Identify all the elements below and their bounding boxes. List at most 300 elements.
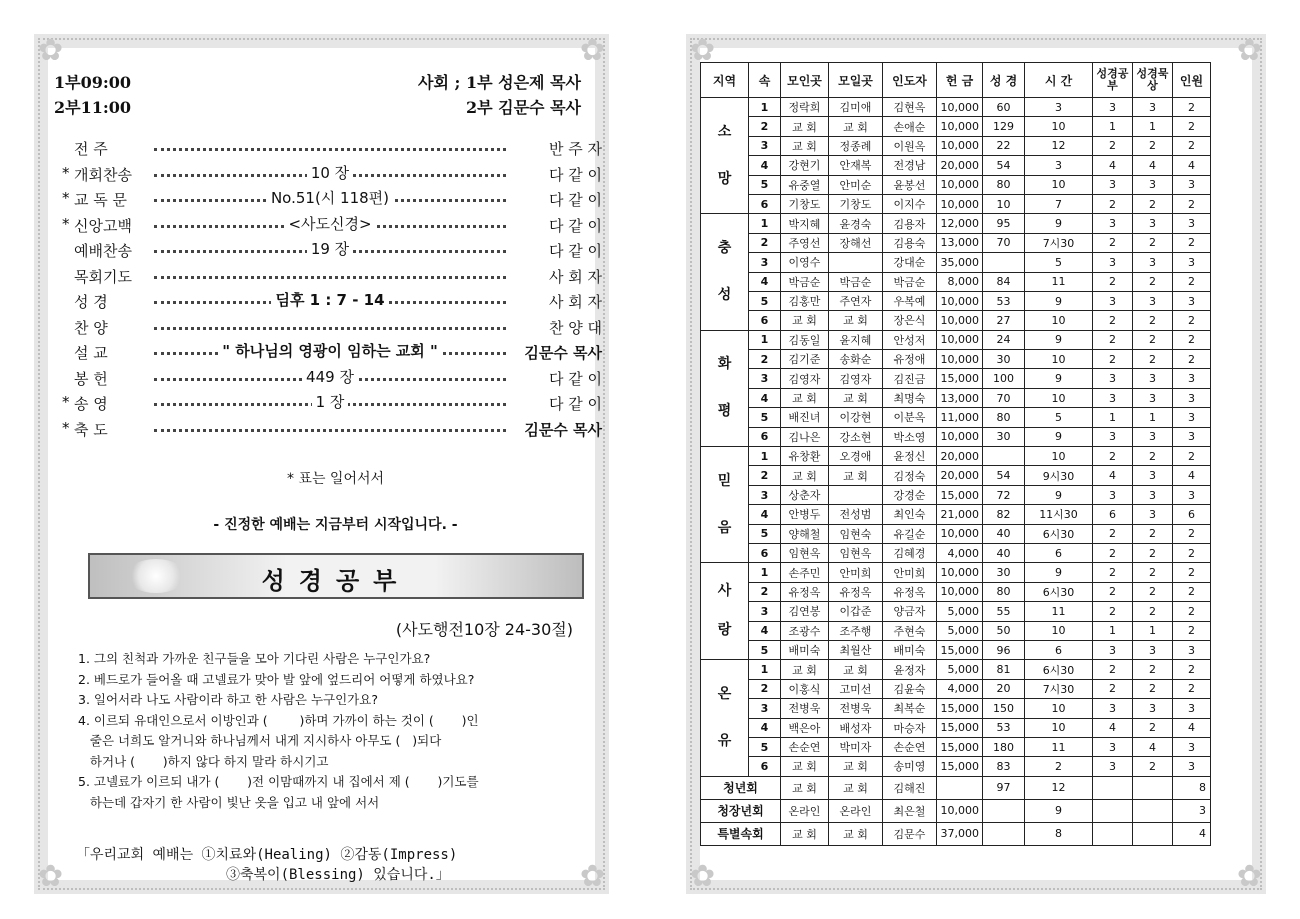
motto-line-2: ③축복이(Blessing) 있습니다.」 (226, 867, 450, 883)
table-cell: 박금순 (781, 272, 829, 291)
table-cell: 15,000 (937, 737, 983, 756)
table-cell: 청년회 (701, 776, 781, 799)
table-cell: 9 (1025, 563, 1093, 582)
table-cell: 6 (749, 427, 781, 446)
table-cell: 2 (1173, 117, 1211, 136)
table-cell: 2 (1133, 233, 1173, 252)
table-cell: 안병두 (781, 505, 829, 524)
table-cell: 2 (749, 466, 781, 485)
table-row (701, 679, 1211, 698)
table-cell: 3 (1133, 427, 1173, 446)
table-cell: 교 회 (829, 466, 883, 485)
table-cell: 5 (749, 640, 781, 659)
order-leader: 다 같 이 (548, 165, 602, 184)
table-cell: 5 (749, 737, 781, 756)
table-cell: 2 (1173, 330, 1211, 349)
table-cell: 김영자 (829, 369, 883, 388)
table-cell: 안재복 (829, 156, 883, 175)
table-cell: 3 (1173, 175, 1211, 194)
flower-corner-icon: ✿ (690, 859, 716, 894)
table-row (701, 117, 1211, 136)
table-cell: 15,000 (937, 757, 983, 776)
table-cell: 60 (983, 98, 1025, 117)
table-cell: 4 (1173, 156, 1211, 175)
table-cell: 3 (1133, 699, 1173, 718)
flower-corner-icon: ✿ (579, 859, 605, 894)
table-cell: 180 (983, 737, 1025, 756)
table-cell: 3 (1173, 485, 1211, 504)
table-cell: 3 (749, 136, 781, 155)
table-cell: 3 (749, 369, 781, 388)
table-cell: 11시30 (1025, 505, 1093, 524)
table-cell: 이원옥 (883, 136, 937, 155)
table-cell: 1 (1093, 408, 1133, 427)
table-cell: 80 (983, 582, 1025, 601)
table-row (701, 175, 1211, 194)
table-cell: 6시30 (1025, 524, 1093, 543)
table-cell: 유정옥 (781, 582, 829, 601)
table-cell: 오경애 (829, 447, 883, 466)
table-cell: 3 (1173, 291, 1211, 310)
stand-mark: * (62, 393, 70, 411)
table-row (701, 369, 1211, 388)
table-cell: 4 (1173, 822, 1211, 845)
table-cell: 교 회 (829, 311, 883, 330)
table-cell: 김미애 (829, 98, 883, 117)
table-cell: 2 (749, 679, 781, 698)
table-cell: 3 (1133, 175, 1173, 194)
table-cell: 35,000 (937, 253, 983, 272)
table-cell: 주영선 (781, 233, 829, 252)
order-row (62, 340, 602, 364)
bulletin-right-page (686, 34, 1266, 894)
table-cell: 55 (983, 602, 1025, 621)
table-cell: 4 (749, 621, 781, 640)
table-cell: 교 회 (781, 757, 829, 776)
table-cell: 15,000 (937, 485, 983, 504)
order-row (62, 264, 602, 288)
table-cell: 15,000 (937, 640, 983, 659)
table-cell: 6 (749, 757, 781, 776)
question-line: 하는데 갑자기 한 사람이 빛난 옷을 입고 내 앞에 서서 (78, 794, 380, 810)
table-cell: 1 (1133, 621, 1173, 640)
table-cell: 안미순 (829, 175, 883, 194)
order-detail (154, 289, 506, 310)
region-name-text: 사랑 (717, 583, 732, 639)
table-row (701, 388, 1211, 407)
region-name-text: 충성 (717, 240, 732, 304)
table-cell: 2 (1173, 582, 1211, 601)
table-cell: 129 (983, 117, 1025, 136)
order-row (62, 213, 602, 237)
table-cell: 4 (749, 388, 781, 407)
host-2: 2부 김문수 목사 (465, 98, 581, 117)
table-row (701, 233, 1211, 252)
table-cell: 교 회 (829, 822, 883, 845)
table-cell: 15,000 (937, 718, 983, 737)
table-cell: 10 (1025, 350, 1093, 369)
table-cell: 13,000 (937, 233, 983, 252)
table-row (701, 621, 1211, 640)
table-cell: 27 (983, 311, 1025, 330)
order-leader: 다 같 이 (548, 191, 602, 209)
table-cell: 2 (1025, 757, 1093, 776)
table-cell: 청장년회 (701, 799, 781, 822)
table-cell: 10,000 (937, 311, 983, 330)
table-cell: 10,000 (937, 291, 983, 310)
column-header: 모일곳 (829, 63, 883, 98)
table-cell: 2 (1133, 194, 1173, 213)
table-cell: 10,000 (937, 524, 983, 543)
table-cell: 3 (1133, 466, 1173, 485)
table-cell: 4 (1133, 156, 1173, 175)
table-cell: 70 (983, 233, 1025, 252)
table-cell: 11,000 (937, 408, 983, 427)
table-cell: 교 회 (781, 311, 829, 330)
table-cell: 97 (983, 776, 1025, 799)
table-cell: 15,000 (937, 369, 983, 388)
table-cell: 5 (1025, 408, 1093, 427)
table-cell: 배미숙 (883, 640, 937, 659)
table-cell: 최인숙 (883, 505, 937, 524)
table-cell: 4 (1093, 466, 1133, 485)
table-cell: 조광수 (781, 621, 829, 640)
table-cell: 1 (749, 214, 781, 233)
table-cell: 9 (1025, 427, 1093, 446)
order-row (62, 162, 602, 186)
table-row (701, 291, 1211, 310)
table-cell: 송미영 (883, 757, 937, 776)
table-cell: 전병욱 (781, 699, 829, 718)
table-row (701, 563, 1211, 582)
church-motto (76, 844, 596, 884)
column-header: 성 경 (983, 63, 1025, 98)
table-cell: 2 (1173, 98, 1211, 117)
table-cell: 3 (1173, 737, 1211, 756)
leader-dots (154, 142, 506, 151)
table-cell: 11 (1025, 737, 1093, 756)
table-cell: 5,000 (937, 621, 983, 640)
order-row (62, 417, 602, 441)
table-cell: 4,000 (937, 679, 983, 698)
table-cell: 4 (1173, 718, 1211, 737)
table-cell (829, 253, 883, 272)
table-cell: 교 회 (829, 660, 883, 679)
table-row (701, 447, 1211, 466)
table-cell: 교 회 (781, 136, 829, 155)
table-cell: 10 (1025, 447, 1093, 466)
table-cell: 5 (749, 408, 781, 427)
order-leader: 사 회 자 (548, 293, 602, 311)
table-cell: 12 (1025, 136, 1093, 155)
column-header: 지역 (701, 63, 749, 98)
order-detail-text: 449 장 (302, 368, 358, 386)
order-label: 전 주 (74, 140, 108, 158)
table-row (701, 214, 1211, 233)
table-cell: 4 (749, 272, 781, 291)
question-line: 2. 베드로가 들어올 때 고넬료가 맞아 발 앞에 엎드리어 어떻게 하였나요? (78, 671, 475, 687)
table-cell: 3 (749, 485, 781, 504)
table-cell: 10,000 (937, 799, 983, 822)
table-cell: 10 (1025, 718, 1093, 737)
table-cell: 장은식 (883, 311, 937, 330)
table-cell: 김진금 (883, 369, 937, 388)
table-header (701, 63, 1211, 98)
table-cell: 10,000 (937, 427, 983, 446)
order-row (62, 187, 602, 211)
table-cell: 2 (1093, 350, 1133, 369)
table-cell: 1 (1133, 408, 1173, 427)
table-cell: 3 (1133, 214, 1173, 233)
table-row (701, 582, 1211, 601)
table-cell: 3 (1093, 640, 1133, 659)
table-cell: 2 (1133, 330, 1173, 349)
order-row (62, 391, 602, 415)
table-cell: 김문수 (883, 822, 937, 845)
table-cell: 7시30 (1025, 233, 1093, 252)
table-cell: 9 (1025, 485, 1093, 504)
table-cell: 김나은 (781, 427, 829, 446)
order-label: 봉 헌 (74, 369, 108, 388)
table-cell: 4 (749, 505, 781, 524)
table-cell: 교 회 (781, 776, 829, 799)
table-cell: 22 (983, 136, 1025, 155)
order-label: 찬 양 (74, 318, 108, 337)
table-cell: 3 (1173, 427, 1211, 446)
table-cell: 96 (983, 640, 1025, 659)
table-cell: 교 회 (781, 822, 829, 845)
table-cell: 10 (1025, 117, 1093, 136)
table-cell: 안미희 (829, 563, 883, 582)
table-cell: 9 (1025, 799, 1093, 822)
table-cell: 10 (1025, 175, 1093, 194)
table-cell: 10 (1025, 699, 1093, 718)
order-label: 목회기도 (74, 267, 132, 286)
table-cell: 6시30 (1025, 582, 1093, 601)
table-cell: 3 (1093, 388, 1133, 407)
region-name (701, 214, 749, 330)
table-cell: 5 (749, 524, 781, 543)
table-cell: 15,000 (937, 699, 983, 718)
order-leader: 다 같 이 (548, 242, 602, 260)
table-cell: 3 (749, 253, 781, 272)
table-cell: 4 (1133, 737, 1173, 756)
table-cell: 교 회 (829, 117, 883, 136)
region-name-text: 온유 (717, 686, 732, 749)
stand-mark: * (62, 214, 70, 233)
order-detail-text: <사도신경> (284, 215, 375, 233)
table-cell: 24 (983, 330, 1025, 349)
table-row (701, 466, 1211, 485)
table-cell: 3 (1093, 699, 1133, 718)
order-label: 개회찬송 (74, 165, 132, 184)
order-detail-text: 딤후 1 : 7 - 14 (271, 291, 388, 309)
table-cell: 손순연 (883, 737, 937, 756)
table-cell: 12,000 (937, 214, 983, 233)
table-row (701, 253, 1211, 272)
table-cell: 유정애 (883, 350, 937, 369)
region-name (701, 330, 749, 446)
table-cell: 81 (983, 660, 1025, 679)
table-cell: 배성자 (829, 718, 883, 737)
table-cell: 양해철 (781, 524, 829, 543)
table-cell: 10 (1025, 621, 1093, 640)
banner-title: 성경공부 (261, 567, 411, 595)
table-cell: 교 회 (781, 466, 829, 485)
table-row (701, 524, 1211, 543)
table-cell: 2 (1133, 543, 1173, 562)
table-row (701, 660, 1211, 679)
table-cell: 임현옥 (829, 543, 883, 562)
table-cell: 3 (1173, 799, 1211, 822)
table-row (701, 718, 1211, 737)
table-cell: 2 (1173, 563, 1211, 582)
table-cell: 이영수 (781, 253, 829, 272)
table-cell: 83 (983, 757, 1025, 776)
table-cell: 3 (1093, 98, 1133, 117)
order-leader: 김문수 목사 (524, 420, 602, 439)
table-cell: 2 (1133, 660, 1173, 679)
table-cell: 전경남 (883, 156, 937, 175)
table-cell: 54 (983, 156, 1025, 175)
region-name (701, 98, 749, 214)
table-cell: 손순연 (781, 737, 829, 756)
table-cell: 2 (1173, 524, 1211, 543)
table-cell: 김혜경 (883, 543, 937, 562)
order-leader: 다 같 이 (548, 395, 602, 413)
table-cell: 2 (1093, 660, 1133, 679)
table-cell: 2 (1173, 602, 1211, 621)
table-cell: 3 (1133, 369, 1173, 388)
table-cell: 김용숙 (883, 233, 937, 252)
order-label: 교 독 문 (74, 191, 128, 209)
table-cell: 1 (749, 330, 781, 349)
table-cell: 김용자 (883, 214, 937, 233)
flower-corner-icon: ✿ (38, 33, 64, 68)
table-cell: 송화순 (829, 350, 883, 369)
order-leader: 김문수 목사 (524, 344, 602, 362)
leader-dots (154, 423, 506, 432)
table-cell: 김연봉 (781, 602, 829, 621)
table-cell: 3 (1133, 291, 1173, 310)
table-cell: 주연자 (829, 291, 883, 310)
table-cell: 정락희 (781, 98, 829, 117)
leader-dots (154, 270, 506, 279)
table-cell: 2 (749, 233, 781, 252)
service-time-1: 1부09:00 (54, 73, 132, 92)
table-row (701, 408, 1211, 427)
table-cell: 6시30 (1025, 660, 1093, 679)
cell-group-report-table (700, 62, 1211, 846)
table-cell: 강경순 (883, 485, 937, 504)
table-cell: 상춘자 (781, 485, 829, 504)
table-cell: 2 (1093, 447, 1133, 466)
table-cell: 2 (1093, 582, 1133, 601)
question-line: 5. 고넬료가 이르되 내가 ( )전 이맘때까지 내 집에서 제 ( )기도를 (78, 774, 479, 789)
table-cell: 3 (1093, 253, 1133, 272)
order-label: 축 도 (74, 420, 108, 439)
table-cell: 양금자 (883, 602, 937, 621)
table-cell: 3 (1025, 98, 1093, 117)
table-row (701, 776, 1211, 799)
table-cell: 3 (1093, 291, 1133, 310)
table-cell: 2 (1133, 272, 1173, 291)
table-cell: 80 (983, 175, 1025, 194)
table-cell: 10,000 (937, 350, 983, 369)
table-cell: 최복순 (883, 699, 937, 718)
table-cell: 20,000 (937, 466, 983, 485)
table-cell: 2 (749, 117, 781, 136)
table-cell: 2 (1133, 718, 1173, 737)
table-cell: 54 (983, 466, 1025, 485)
table-cell: 3 (1173, 699, 1211, 718)
table-cell: 2 (1133, 757, 1173, 776)
order-label: 신앙고백 (74, 216, 132, 235)
table-cell: 6 (749, 194, 781, 213)
table-cell: 4,000 (937, 543, 983, 562)
table-cell: 20 (983, 679, 1025, 698)
order-leader: 다 같 이 (548, 369, 602, 388)
table-cell: 3 (1133, 485, 1173, 504)
table-cell: 이강현 (829, 408, 883, 427)
region-name-text: 믿음 (717, 472, 732, 536)
table-cell: 6 (749, 543, 781, 562)
table-cell: 이지수 (883, 194, 937, 213)
table-cell: 10,000 (937, 98, 983, 117)
order-row (62, 366, 602, 390)
table-cell: 김동일 (781, 330, 829, 349)
table-cell: 기창도 (781, 194, 829, 213)
table-cell: 박금순 (883, 272, 937, 291)
question-line: 1. 그의 친척과 가까운 친구들을 모아 기다린 사람은 누구인가요? (78, 651, 431, 666)
table-cell: 2 (1093, 524, 1133, 543)
table-cell: 이홍식 (781, 679, 829, 698)
scripture-reference: (사도행전10장 24-30절) (395, 620, 573, 639)
stand-mark: * (62, 418, 70, 437)
motto-line-1: 「우리교회 예배는 ①치료와(Healing) ②감동(Impress) (76, 847, 458, 863)
table-cell: 2 (1173, 543, 1211, 562)
table-cell: 유정옥 (829, 582, 883, 601)
table-cell: 2 (1093, 330, 1133, 349)
order-row (62, 315, 602, 339)
table-cell: 9 (1025, 291, 1093, 310)
table-cell: 주현숙 (883, 621, 937, 640)
table-cell: 30 (983, 563, 1025, 582)
column-header: 모인곳 (781, 63, 829, 98)
table-cell: 95 (983, 214, 1025, 233)
table-cell: 유길순 (883, 524, 937, 543)
table-row (701, 822, 1211, 845)
table-cell: 5,000 (937, 660, 983, 679)
table-cell: 2 (1173, 272, 1211, 291)
order-label: 예배찬송 (74, 242, 132, 260)
table-cell: 150 (983, 699, 1025, 718)
table-cell (1093, 776, 1133, 799)
table-cell: 박소영 (883, 427, 937, 446)
table-cell: 김영자 (781, 369, 829, 388)
table-cell: 100 (983, 369, 1025, 388)
table-cell: 10 (1025, 311, 1093, 330)
table-cell: 전성범 (829, 505, 883, 524)
table-row (701, 505, 1211, 524)
table-row (701, 272, 1211, 291)
column-header: 시 간 (1025, 63, 1093, 98)
table-cell: 배진녀 (781, 408, 829, 427)
table-row (701, 350, 1211, 369)
table-cell: 2 (1133, 602, 1173, 621)
table-row (701, 640, 1211, 659)
table-cell: 고미선 (829, 679, 883, 698)
